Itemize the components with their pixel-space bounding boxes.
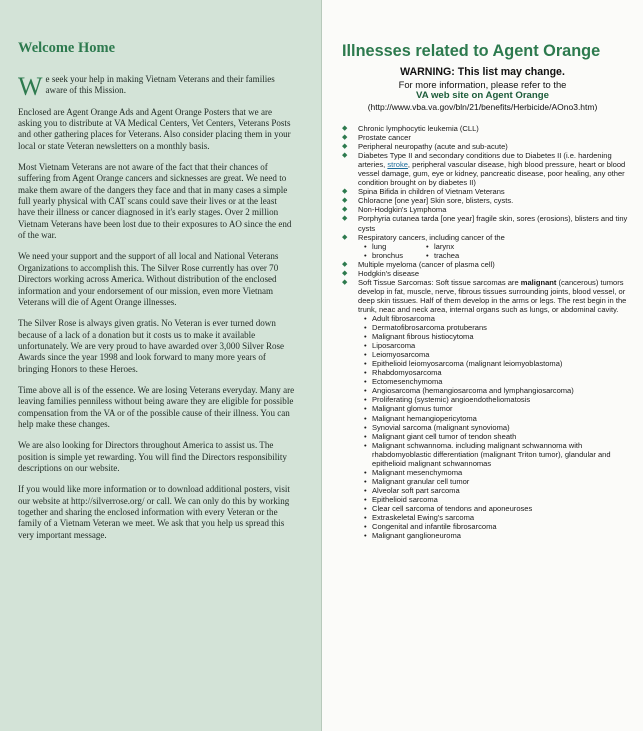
paragraph-directors: We are also looking for Directors throughout America to assist us. The position is simple yet rewarding. You will find the Directors responsibility descriptions on our website. <box>18 440 287 473</box>
intro-paragraph <box>18 72 296 101</box>
sarcoma-item: • Malignant fibrous histiocytoma <box>364 332 638 341</box>
sarcoma-item: • Congenital and infantile fibrosarcoma <box>364 522 638 531</box>
paragraph-support: We need your support and the support of all local and National Veterans Organizations to accomplish this. The Silver Rose currently has over 70 Directors working across America. Without distribution of the enclosed information and your endorsement of our mission, even more Vietnam Veterans will die of Agent Orange illnesses. <box>18 251 279 307</box>
sarcoma-item: • Malignant glomus tumor <box>364 404 638 413</box>
sarcoma-item: • Malignant hemangiopericytoma <box>364 414 638 423</box>
illness-item: ◆ Multiple myeloma (cancer of plasma cell) <box>342 259 495 269</box>
illnesses-title: Illnesses related to Agent Orange <box>342 42 601 60</box>
illness-item: ◆ Porphyria cutanea tarda [one year] fragile skin, sores (erosions), blisters and tiny cysts <box>342 214 628 233</box>
diamond-bullet-icon: ◆ <box>342 233 348 241</box>
sarcoma-item: • Liposarcoma <box>364 341 638 350</box>
sarcoma-item: • Clear cell sarcoma of tendons and aponeuroses <box>364 504 638 513</box>
illness-item: ◆ Non-Hodgkin's Lymphoma <box>342 205 447 215</box>
sarcoma-item: • Rhabdomyosarcoma <box>364 368 638 377</box>
respiratory-sublist <box>358 242 638 260</box>
sarcoma-item: • Malignant mesenchymoma <box>364 468 638 477</box>
sarcoma-item: • Dermatofibrosarcoma protuberans <box>364 323 638 332</box>
sarcoma-item: • Synovial sarcoma (malignant synovioma) <box>364 423 638 432</box>
diamond-bullet-icon: ◆ <box>342 125 348 132</box>
sarcoma-item: • Proliferating (systemic) angioendotheliomatosis <box>364 395 638 404</box>
paragraph-time: Time above all is of the essence. We are losing Veterans everyday. Many are leaving families penniless without being aware they are eligible for possible compensation from the VA or of the possible cause of their illness. You can help make these changes. <box>18 384 295 429</box>
stroke-link[interactable]: stroke <box>387 160 408 170</box>
paragraph-distribute: Enclosed are Agent Orange Ads and Agent Orange Posters that we are asking you to distribute at VA Medical Centers, Vet Centers, Veterans Posts and other gathering places for Veterans. Also consider placing them in your local or state Veteran newsletters on a monthly basis. <box>18 106 291 151</box>
respiratory-item: • bronchus <box>364 251 426 260</box>
diamond-bullet-icon: ◆ <box>342 143 348 151</box>
diamond-bullet-icon: ◆ <box>342 215 348 223</box>
sarcoma-item: • Extraskeletal Ewing's sarcoma <box>364 513 638 522</box>
illness-item: ◆ Hodgkin's disease <box>342 268 420 278</box>
welcome-text <box>18 40 296 551</box>
illness-item-respiratory: ◆ Respiratory cancers, including cancer of the • lung • larynx • bronchus • trachea <box>340 233 638 260</box>
diamond-bullet-icon: ◆ <box>342 269 348 277</box>
warning-text: WARNING: This list may change. <box>400 66 565 78</box>
illness-item: ◆ Chloracne [one year] Skin sore, blisters, cysts. <box>342 196 514 206</box>
sarcoma-item: • Angiosarcoma (hemangiosarcoma and lymphangiosarcoma) <box>364 386 638 395</box>
illness-list <box>340 124 638 540</box>
sarcoma-item: • Adult fibrosarcoma <box>364 314 638 323</box>
illnesses-panel <box>322 0 643 731</box>
sarcoma-item: • Epithelioid leiomyosarcoma (malignant leiomyoblastoma) <box>364 359 638 368</box>
diamond-bullet-icon: ◆ <box>342 152 348 160</box>
illness-item: ◆ Chronic lymphocytic leukemia (CLL) <box>342 124 479 133</box>
paragraph-gratis: The Silver Rose is always given gratis. No Veteran is ever turned down because of a lack of a donation but it costs us to make it available unfortunately. We are very proud to have awarded over 3,000 Silver Rose Awards since the year 1998 and look forward to many more years of bringing Honors to these Heroes. <box>18 318 285 374</box>
diamond-bullet-icon: ◆ <box>342 260 348 268</box>
sarcoma-item: • Malignant ganglioneuroma <box>364 531 638 540</box>
diamond-bullet-icon: ◆ <box>342 134 348 142</box>
drop-cap: W <box>18 72 43 101</box>
sarcoma-item: • Epithelioid sarcoma <box>364 495 638 504</box>
sarcoma-sublist <box>358 314 638 540</box>
paragraph-awareness: Most Vietnam Veterans are not aware of the fact that their chances of suffering from Agent Orange cancers and sicknesses are great. We need to make them aware of the dangers they face and that in many cases a simple full yearly physical with CAT scans could save their lives or at the least have their illness or cancer diagnosed in it's early stages. Over 2 million Vietnam Veterans have been lost due to their exposures to AO since the end of the war. <box>18 162 292 241</box>
diamond-bullet-icon: ◆ <box>342 278 348 286</box>
diamond-bullet-icon: ◆ <box>342 197 348 205</box>
va-link[interactable]: VA web site on Agent Orange <box>416 90 549 101</box>
warning-block <box>322 66 643 113</box>
illness-item-soft-tissue: ◆ Soft Tissue Sarcomas: Soft tissue sarcomas are malignant (cancerous) tumors develop in fat, muscle, nerve, fibrous tissues surrounding joints, blood vessel, or deep skin tissues. Half of them develop in the arms or legs. The rest begin in the trunk, neac and neck area, internal organs such as lungs, or abdominal cavity. • Adult fibrosarcoma • Dermatofibrosarcoma protuberans • Malignant fibrous histiocytoma • Liposarcoma • Leiomyosarcoma • Epithelioid leiomyosarcoma (malignant leiomyoblastoma) • Rhabdomyosarcoma • Ectomesenchymoma • Angiosarcoma (hemangiosarcoma and lymphangiosarcoma) • Proliferating (systemic) angioendotheliomatosis • Malignant glomus tumor • Malignant hemangiopericytoma • Synovial sarcoma (malignant synovioma) • Malignant giant cell tumor of tendon sheath • Malignant schwannoma. including malignant schwannoma with rhabdomyoblastic differentiation (malignant Triton tumor), glandular and epithelioid malignant schwannomas • Malignant mesenchymoma • Malignant granular cell tumor • Alveolar soft part sarcoma • Epithelioid sarcoma • Clear cell sarcoma of tendons and aponeuroses • Extraskeletal Ewing's sarcoma • Congenital and infantile fibrosarcoma • Malignant ganglioneuroma <box>340 278 638 540</box>
illness-item: ◆ Peripheral neuropathy (acute and sub-acute) <box>342 142 508 152</box>
illness-item: ◆ Prostate cancer <box>342 133 411 143</box>
respiratory-item: • trachea <box>426 251 526 260</box>
paragraph-contact: If you would like more information or to download additional posters, visit our website at http://silverrose.org/ or call. We can only do this by working together and sharing the enclosed information with every Veteran or the family of a Vietnam Veteran we meet. We ask that you help us spread this very important message. <box>18 484 290 540</box>
intro-text: e seek your help in making Vietnam Veterans and their families aware of this Mission. <box>45 74 275 96</box>
diamond-bullet-icon: ◆ <box>342 206 348 214</box>
sarcoma-item: • Alveolar soft part sarcoma <box>364 486 638 495</box>
sarcoma-item: • Leiomyosarcoma <box>364 350 638 359</box>
respiratory-item: • lung <box>364 242 426 251</box>
sarcoma-item: • Malignant giant cell tumor of tendon sheath <box>364 432 638 441</box>
welcome-title: Welcome Home <box>18 40 116 56</box>
sarcoma-item: • Malignant schwannoma. including malignant schwannoma with rhabdomyoblastic differentiation (malignant Triton tumor), glandular and epithelioid malignant schwannomas <box>364 441 638 468</box>
diamond-bullet-icon: ◆ <box>342 188 348 196</box>
illness-item-diabetes: ◆ Diabetes Type II and secondary conditions due to Diabetes II (i.e. hardening arteries, stroke, peripheral vascular disease, high blood pressure, heart or blood vessel damage, gum, eye or kidney, pancreatic disease, poor healing, any other condition brought on by diabetes II) <box>342 151 626 188</box>
va-url[interactable]: (http://www.vba.va.gov/bln/21/benefits/Herbicide/AOno3.htm) <box>367 102 598 112</box>
sarcoma-item: • Ectomesenchymoma <box>364 377 638 386</box>
info-text: For more information, please refer to the <box>398 79 567 90</box>
respiratory-item: • larynx <box>426 242 526 251</box>
illness-item: ◆ Spina Bifida in children of Vietnam Veterans <box>342 187 505 197</box>
sarcoma-item: • Malignant granular cell tumor <box>364 477 638 486</box>
